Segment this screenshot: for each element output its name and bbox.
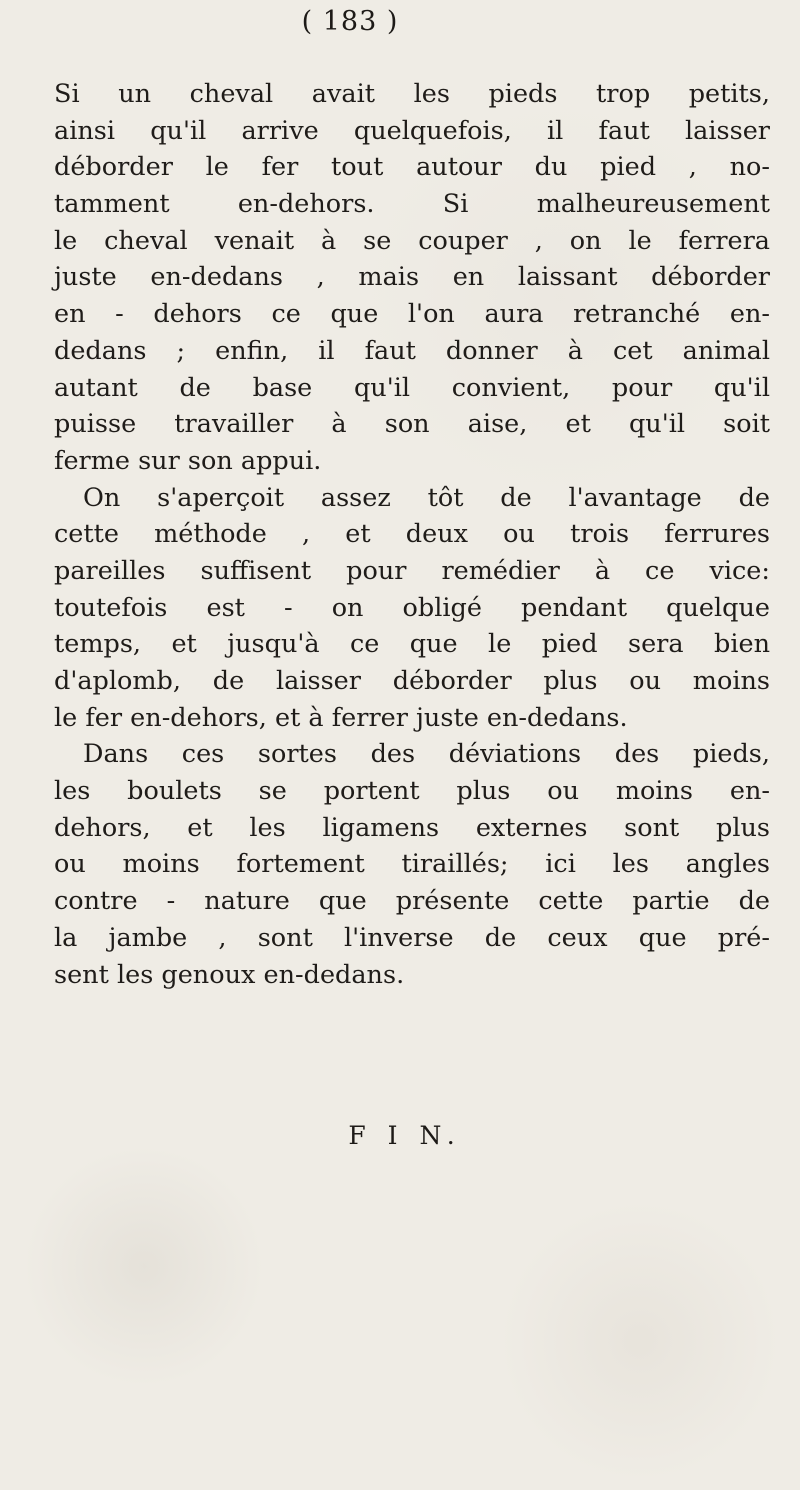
text-line: dedans ; enfin, il faut donner à cet animal: [54, 335, 770, 366]
end-mark: F I N.: [348, 1121, 462, 1150]
text-line: toutefois est - on obligé pendant quelque: [54, 592, 770, 623]
page-number: ( 183 ): [301, 6, 399, 37]
text-line: contre - nature que présente cette partie de: [54, 886, 770, 917]
text-line: juste en-dedans , mais en laissant déborder: [54, 262, 770, 293]
text-line: autant de base qu'il convient, pour qu'il: [54, 372, 770, 403]
body-text: [54, 76, 770, 993]
text-line: puisse travailler à son aise, et qu'il soit: [54, 409, 770, 440]
text-line: pareilles suffisent pour remédier à ce vice:: [54, 555, 770, 586]
text-line: en - dehors ce que l'on aura retranché en-: [54, 299, 770, 330]
text-line: temps, et jusqu'à ce que le pied sera bien: [54, 629, 770, 660]
text-line: d'aplomb, de laisser déborder plus ou moins: [54, 666, 770, 696]
text-line: sent les genoux en-dedans.: [54, 959, 405, 990]
text-line: déborder le fer tout autour du pied , no-: [54, 152, 770, 183]
text-line: la jambe , sont l'inverse de ceux que pré-: [54, 922, 770, 953]
text-line: Si un cheval avait les pieds trop petits,: [54, 79, 770, 109]
text-line: On s'aperçoit assez tôt de l'avantage de: [83, 482, 770, 513]
text-line: dehors, et les ligamens externes sont plus: [54, 812, 770, 843]
text-line: le fer en-dehors, et à ferrer juste en-dedans.: [54, 702, 628, 733]
text-line: Dans ces sortes des déviations des pieds,: [83, 739, 770, 770]
text-line: ferme sur son appui.: [54, 445, 322, 476]
text-line: cette méthode , et deux ou trois ferrures: [54, 519, 770, 550]
text-line: tamment en-dehors. Si malheureusement: [54, 189, 770, 220]
text-line: ou moins fortement tiraillés; ici les angles: [54, 849, 770, 880]
text-line: le cheval venait à se couper , on le ferrera: [54, 225, 770, 256]
text-line: les boulets se portent plus ou moins en-: [54, 776, 770, 807]
text-line: ainsi qu'il arrive quelquefois, il faut laisser: [54, 115, 770, 146]
